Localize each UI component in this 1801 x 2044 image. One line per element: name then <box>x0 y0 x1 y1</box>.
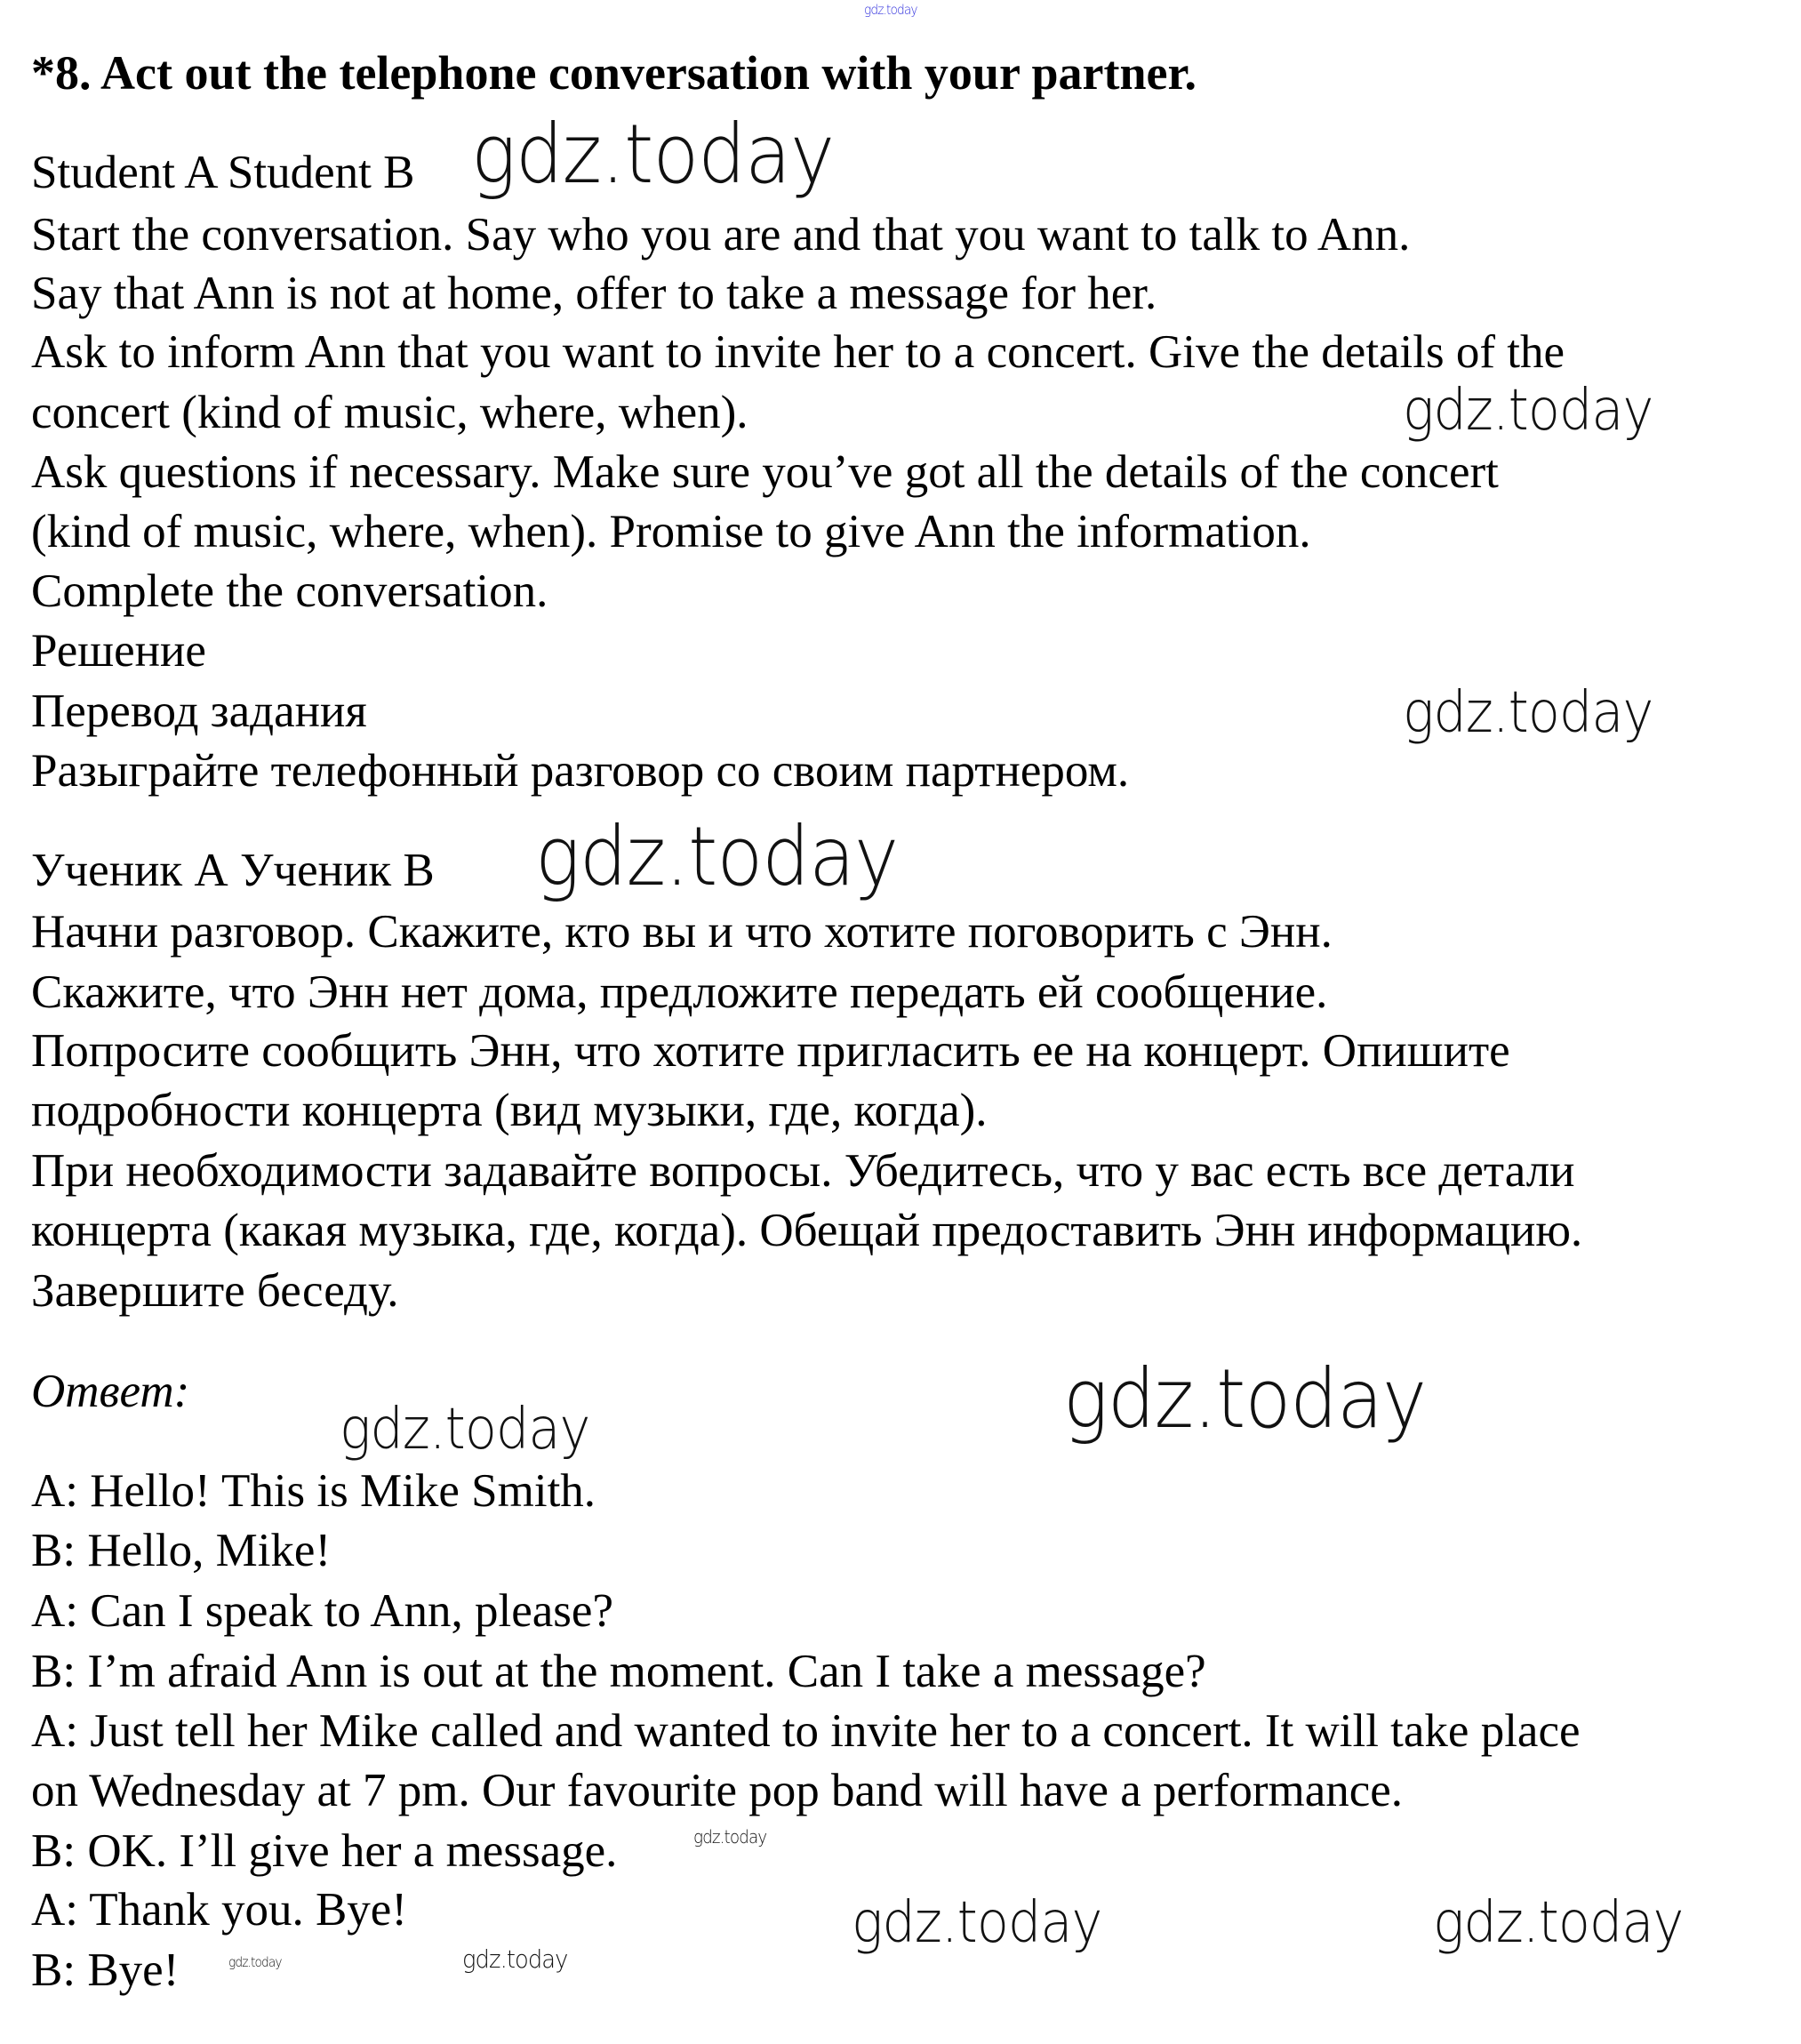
translation-line: При необходимости задавайте вопросы. Убедитесь, что у вас есть все детали <box>31 1145 1575 1197</box>
task-line: Ask questions if necessary. Make sure you’ve got all the details of the concert <box>31 446 1499 498</box>
dialogue-line: A: Just tell her Mike called and wanted to invite her to a concert. It will take place <box>31 1705 1581 1757</box>
task-line: Complete the conversation. <box>31 565 548 617</box>
dialogue-line: B: Bye! <box>31 1944 180 1996</box>
dialogue-line: B: OK. I’ll give her a message. <box>31 1825 618 1877</box>
task-title: *8. Act out the telephone conversation with your partner. <box>31 46 1197 100</box>
watermark: gdz.today <box>1433 1890 1684 1956</box>
watermark: gdz.today <box>1063 1351 1427 1447</box>
dialogue-line: B: Hello, Mike! <box>31 1525 332 1576</box>
students-header-ru: Ученик А Ученик В <box>31 845 435 896</box>
dialogue-line: A: Thank you. Bye! <box>31 1884 407 1936</box>
answer-label: Ответ: <box>31 1366 190 1417</box>
translation-line: Начни разговор. Скажите, кто вы и что хотите поговорить с Энн. <box>31 906 1333 958</box>
dialogue-line: A: Can I speak to Ann, please? <box>31 1585 613 1637</box>
translation-line: Попросите сообщить Энн, что хотите пригласить ее на концерт. Опишите <box>31 1025 1510 1077</box>
watermark: gdz.today <box>535 809 899 904</box>
solution-heading: Решение <box>31 625 206 677</box>
task-line: (kind of music, where, when). Promise to give Ann the information. <box>31 506 1311 557</box>
task-line: Ask to inform Ann that you want to invite her to a concert. Give the details of the <box>31 326 1565 378</box>
translation-line: Завершите беседу. <box>31 1265 399 1317</box>
watermark: gdz.today <box>852 1890 1102 1956</box>
translation-title: Разыграйте телефонный разговор со своим партнером. <box>31 745 1130 797</box>
dialogue-line: on Wednesday at 7 pm. Our favourite pop band will have a performance. <box>31 1765 1404 1816</box>
watermark: gdz.today <box>1403 680 1653 746</box>
dialogue-line: B: I’m afraid Ann is out at the moment. Can I take a message? <box>31 1646 1206 1697</box>
watermark: gdz.today <box>340 1397 590 1463</box>
watermark: gdz.today <box>462 1944 568 1974</box>
translation-line: Скажите, что Энн нет дома, предложите передать ей сообщение. <box>31 966 1328 1018</box>
watermark: gdz.today <box>228 1954 282 1970</box>
watermark: gdz.today <box>864 2 917 18</box>
translation-line: подробности концерта (вид музыки, где, когда). <box>31 1085 988 1136</box>
watermark: gdz.today <box>1403 378 1653 444</box>
students-header: Student A Student B <box>31 147 415 198</box>
watermark: gdz.today <box>471 107 835 202</box>
dialogue-line: A: Hello! This is Mike Smith. <box>31 1465 596 1517</box>
translation-heading: Перевод задания <box>31 685 367 737</box>
task-line: Say that Ann is not at home, offer to take a message for her. <box>31 268 1157 319</box>
task-line: Start the conversation. Say who you are and that you want to talk to Ann. <box>31 209 1411 261</box>
watermark: gdz.today <box>693 1826 767 1848</box>
translation-line: концерта (какая музыка, где, когда). Обещай предоставить Энн информацию. <box>31 1205 1583 1256</box>
task-line: concert (kind of music, where, when). <box>31 387 748 438</box>
